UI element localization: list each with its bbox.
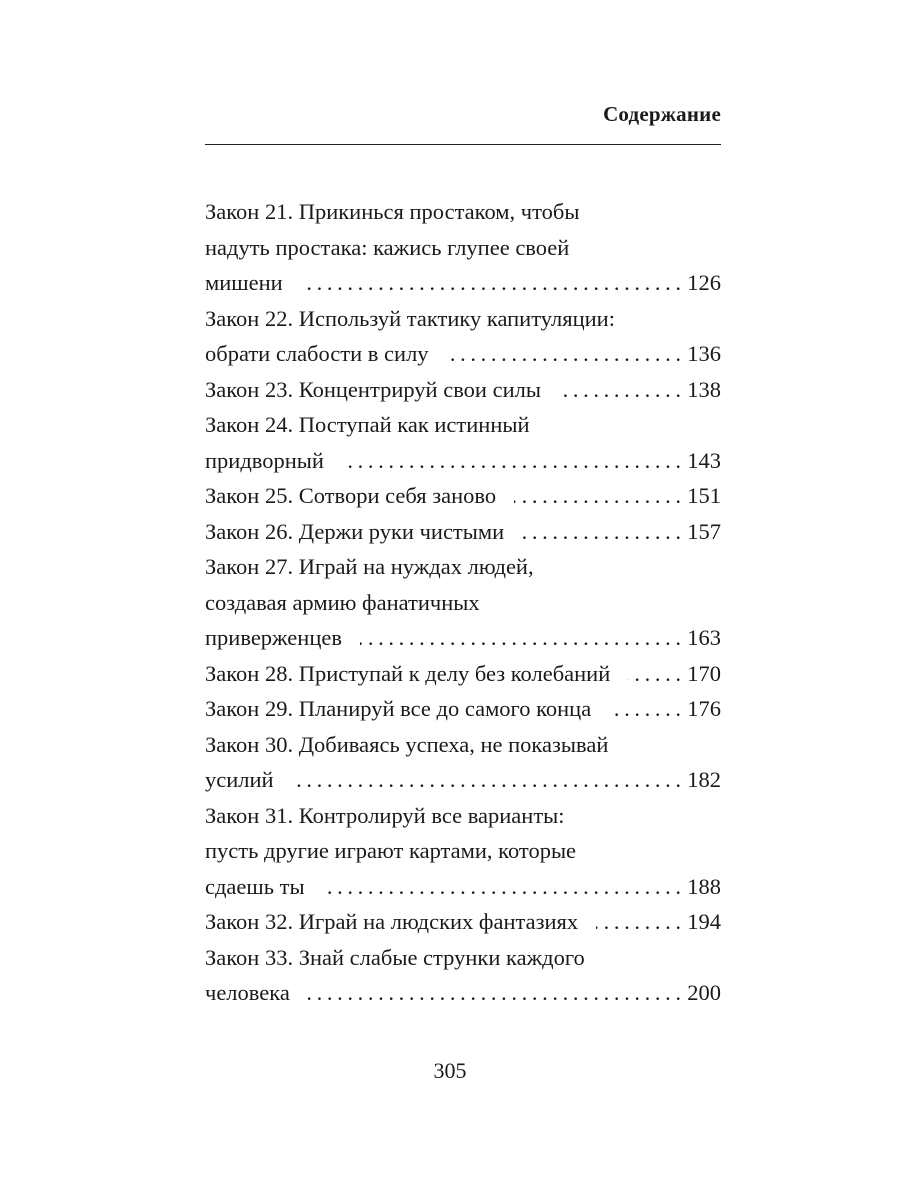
toc-entry: [205, 194, 721, 301]
toc-entry-text: создавая армию фанатичных: [205, 589, 480, 615]
toc-entry-text: Закон 32. Играй на людских фантазиях: [205, 909, 579, 934]
toc-entry-text: Закон 27. Играй на нуждах людей,: [205, 554, 534, 579]
dot-leader: [301, 265, 681, 301]
toc-page-number: 182: [687, 767, 721, 792]
toc-entry: [205, 514, 721, 550]
toc-page-number: 126: [687, 270, 721, 295]
dot-leader: [522, 514, 681, 550]
toc-entry: [205, 301, 721, 372]
toc-entry-text: человека: [205, 980, 290, 1005]
toc-page-number: 136: [687, 341, 721, 366]
toc-entry-text: мишени: [205, 270, 283, 295]
dot-leader: [342, 443, 681, 479]
toc-entry: [205, 904, 721, 940]
toc-entry-text: Закон 21. Прикинься простаком, чтобы: [205, 199, 580, 224]
toc-entry-text: Закон 22. Используй тактику капитуляции:: [205, 305, 615, 331]
toc-entry-text: Закон 29. Планируй все до самого конца: [205, 696, 592, 721]
toc-entry-text: сдаешь ты: [205, 873, 305, 899]
toc-entry: [205, 478, 721, 514]
dot-leader: [292, 762, 681, 798]
toc-entry-text: Закон 25. Сотвори себя заново: [205, 483, 497, 508]
toc-entry: [205, 407, 721, 478]
toc-entry-text: пусть другие играют картами, которые: [205, 838, 577, 863]
toc-page-number: 163: [687, 625, 721, 650]
dot-leader: [308, 975, 681, 1011]
toc-entry-text: Закон 28. Приступай к делу без колебаний: [205, 660, 611, 686]
toc-page-number: 151: [687, 483, 721, 508]
toc-entry-text: приверженцев: [205, 625, 342, 650]
dot-leader: [514, 478, 681, 514]
toc-page-number: 176: [687, 696, 721, 721]
dot-leader: [447, 336, 681, 372]
toc-entry-text: придворный: [205, 447, 324, 473]
toc-entry: [205, 372, 721, 408]
toc-entry-text: Закон 23. Концентрируй свои силы: [205, 376, 541, 402]
toc-entry: [205, 727, 721, 798]
toc-entry: [205, 798, 721, 905]
toc-page-number: 157: [687, 518, 721, 544]
toc-entry: [205, 940, 721, 1011]
page-number: 305: [433, 1058, 467, 1083]
header-rule: [205, 144, 721, 145]
toc-page-number: 138: [687, 376, 721, 402]
toc-entry-text: Закон 31. Контролируй все варианты:: [205, 802, 565, 828]
toc-entry-text: Закон 24. Поступай как истинный: [205, 412, 530, 437]
running-head: Содержание: [603, 102, 721, 126]
toc-page-number: 194: [687, 909, 721, 934]
toc-entry-text: надуть простака: кажись глупее своей: [205, 234, 570, 260]
dot-leader: [360, 620, 681, 656]
toc-entry-text: обрати слабости в силу: [205, 341, 429, 366]
toc-entry-text: Закон 33. Знай слабые струнки каждого: [205, 944, 585, 970]
table-of-contents: [205, 194, 721, 1011]
dot-leader: [559, 372, 681, 408]
toc-entry-text: Закон 26. Держи руки чистыми: [205, 518, 505, 544]
toc-page-number: 170: [687, 660, 721, 686]
dot-leader: [323, 869, 681, 905]
toc-page-number: 188: [687, 873, 721, 899]
toc-entry-text: Закон 30. Добиваясь успеха, не показывай: [205, 731, 609, 757]
toc-page-number: 200: [687, 980, 721, 1005]
dot-leader: [609, 691, 681, 727]
toc-entry: [205, 656, 721, 692]
toc-page-number: 143: [687, 447, 721, 473]
toc-entry-text: усилий: [205, 767, 274, 792]
dot-leader: [596, 904, 681, 940]
dot-leader: [628, 656, 681, 692]
toc-entry: [205, 549, 721, 656]
toc-entry: [205, 691, 721, 727]
